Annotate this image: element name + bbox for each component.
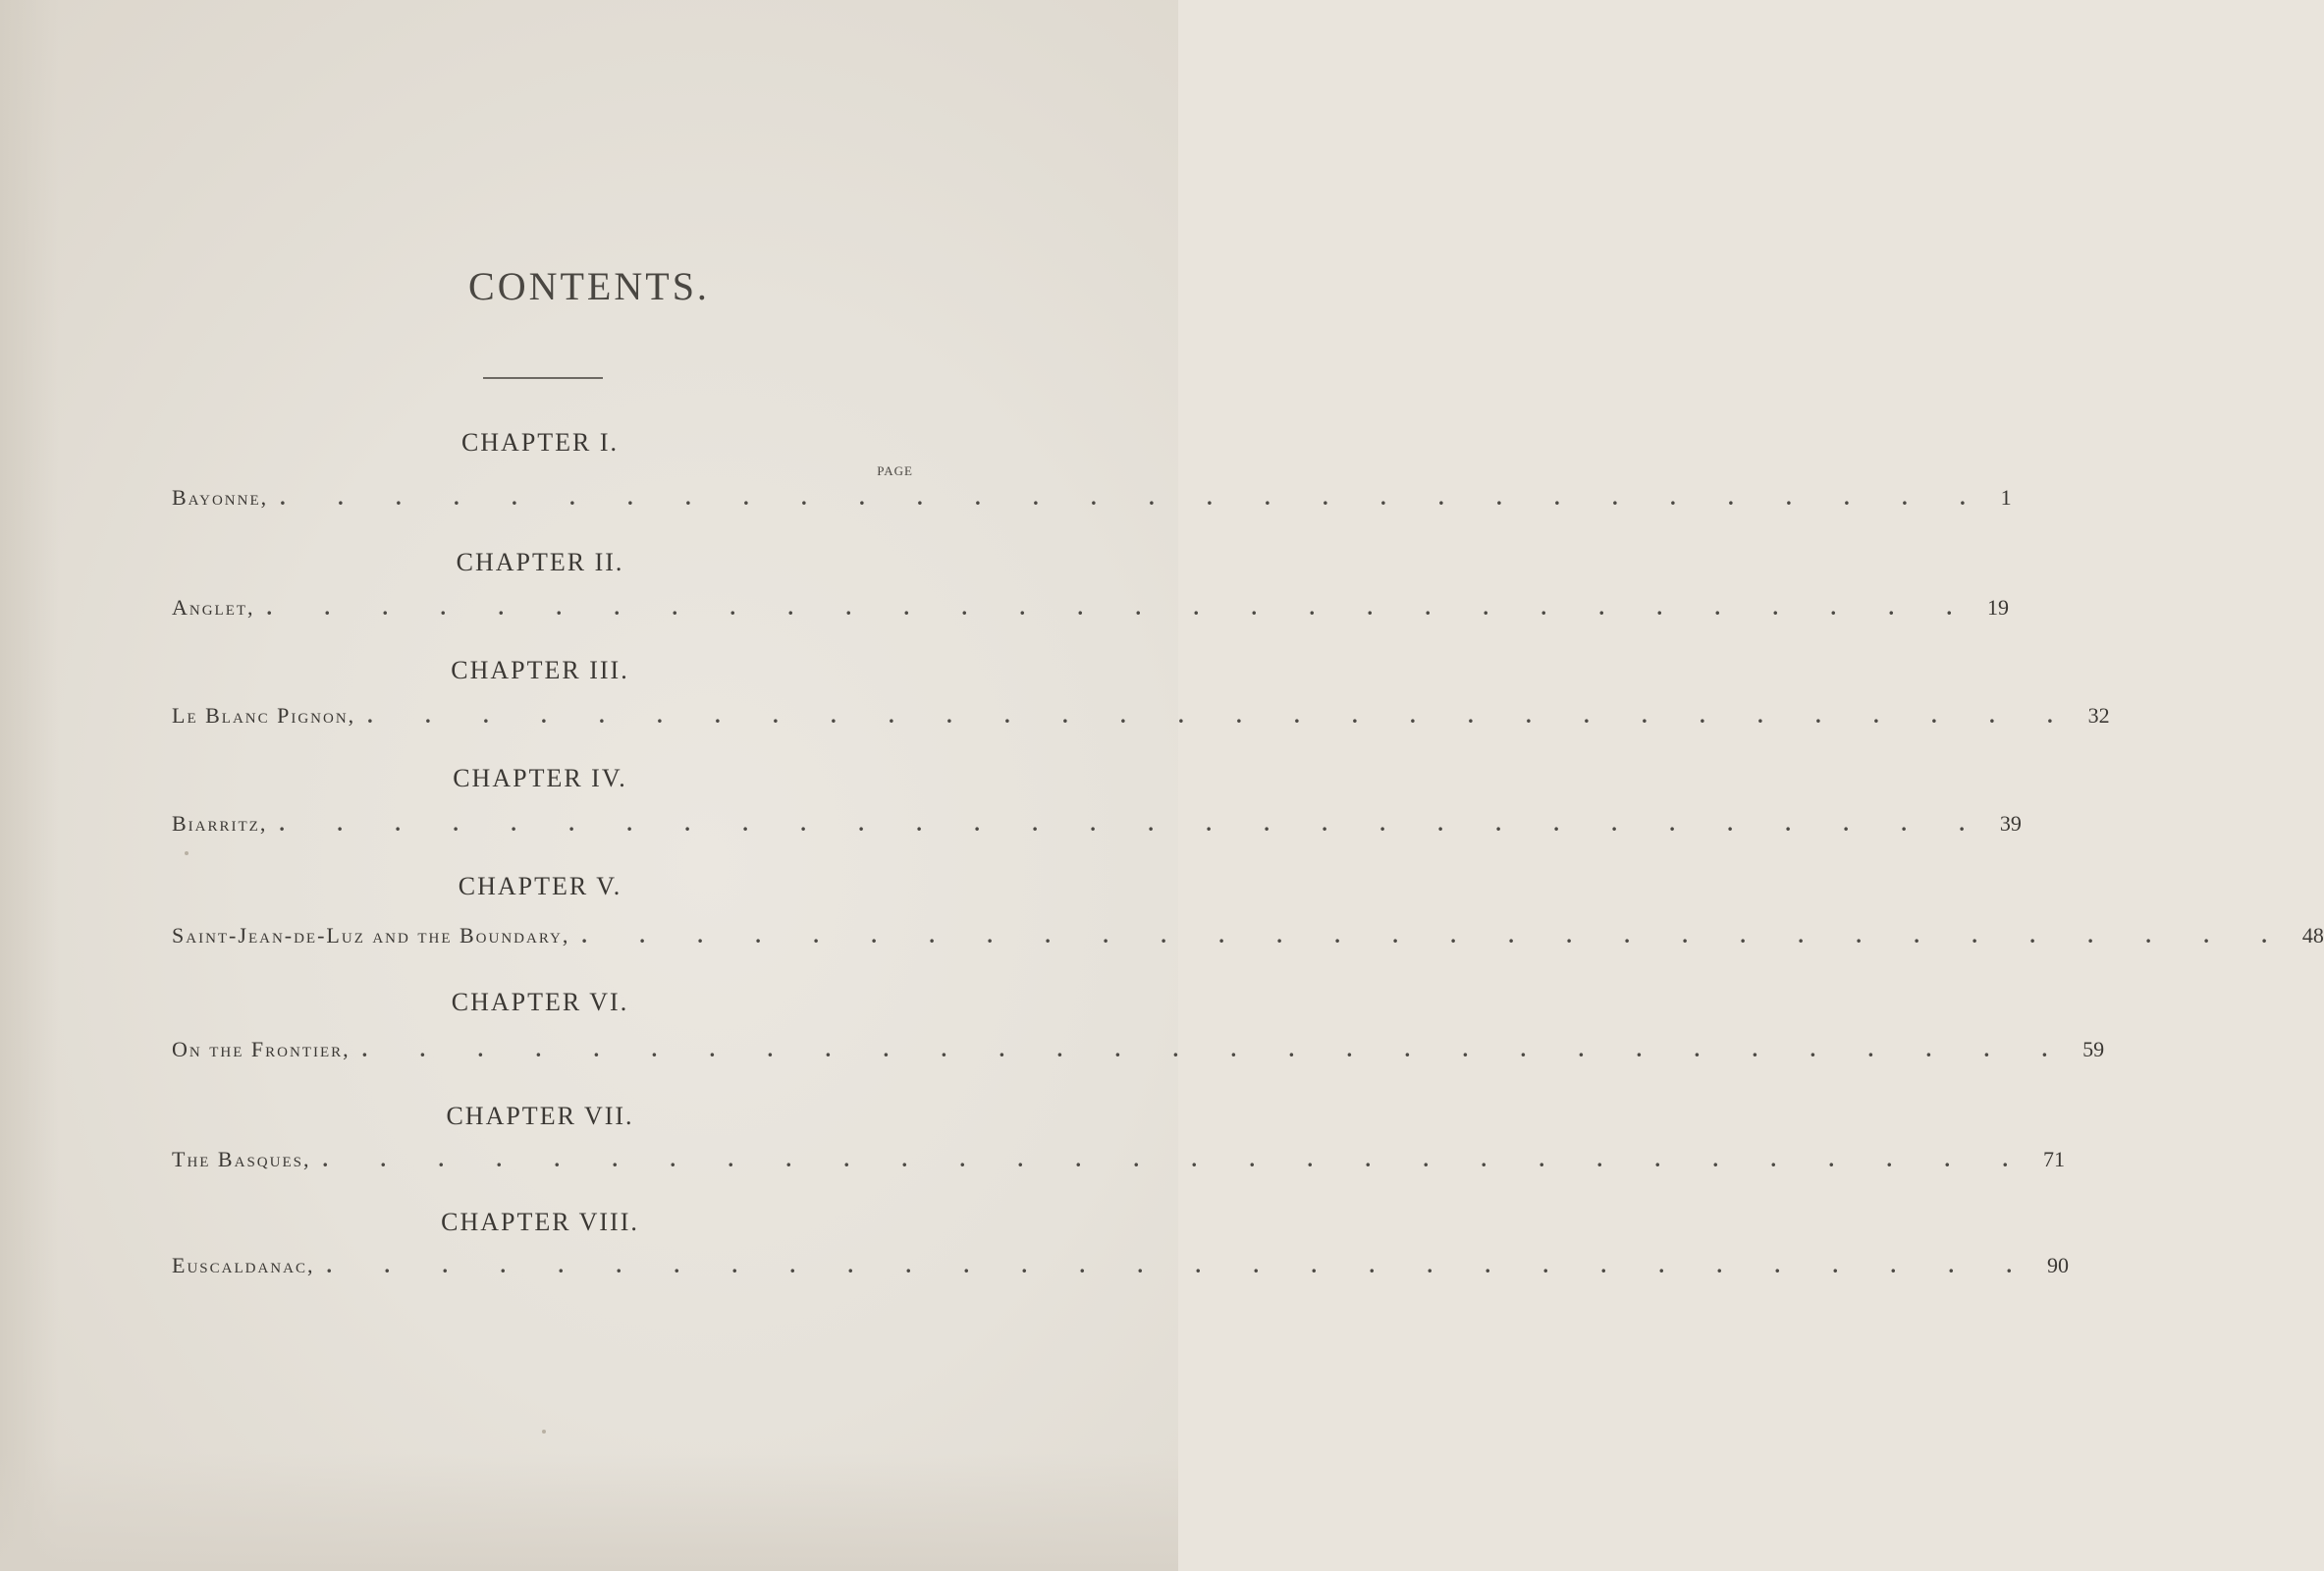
dot-leader: . . . . . . . . . . . . . . . . . . . . . . . . . . . . . . [280,485,1989,510]
paper-speck [542,1430,546,1434]
toc-entry-title: The Basques, [172,1147,311,1171]
toc-entry-2 [172,595,2010,621]
toc-entry-page: 19 [1987,595,2010,620]
chapter-heading-5: CHAPTER V. [458,872,622,900]
toc-entry-3 [172,703,2110,729]
dot-leader: . . . . . . . . . . . . . . . . . . . . . . . . . . . . . . [322,1147,2031,1171]
toc-entry-page: 1 [2000,485,2012,510]
toc-entry-6 [172,1037,2105,1062]
page-title: CONTENTS. [468,264,710,308]
toc-entry-5 [172,923,2324,948]
dot-leader: . . . . . . . . . . . . . . . . . . . . . . . . . . . . . . [581,923,2291,948]
toc-entry-title: On the Frontier, [172,1037,351,1061]
toc-entry-title: Saint-Jean-de-Luz and the Boundary, [172,923,570,948]
page-column-label: PAGE [877,463,913,478]
toc-entry-title: Anglet, [172,595,255,620]
chapter-heading-1: CHAPTER I. [460,428,620,457]
toc-entry-page: 39 [1999,811,2022,836]
toc-entry-page: 59 [2082,1037,2105,1061]
toc-entry-title: Euscaldanac, [172,1253,315,1277]
dot-leader: . . . . . . . . . . . . . . . . . . . . . . . . . . . . . . [266,595,1976,620]
chapter-heading-4: CHAPTER IV. [453,764,627,792]
chapter-heading-8: CHAPTER VIII. [441,1208,639,1236]
dot-leader: . . . . . . . . . . . . . . . . . . . . . . . . . . . . . . [326,1253,2035,1277]
chapter-heading-3: CHAPTER III. [451,656,629,684]
page-bottom-shadow [0,1453,1178,1571]
toc-entry-page: 48 [2301,923,2324,948]
toc-entry-page: 90 [2046,1253,2069,1277]
dot-leader: . . . . . . . . . . . . . . . . . . . . . . . . . . . . . . [367,703,2077,728]
toc-entry-7 [172,1147,2065,1172]
chapter-heading-2: CHAPTER II. [456,548,624,576]
toc-entry-4 [172,811,2022,837]
toc-entry-8 [172,1253,2069,1278]
chapter-heading-6: CHAPTER VI. [451,988,629,1016]
toc-entry-title: Bayonne, [172,485,269,510]
toc-entry-page: 32 [2087,703,2110,728]
paper-speck [185,851,189,855]
dot-leader: . . . . . . . . . . . . . . . . . . . . . . . . . . . . . . [279,811,1988,836]
title-rule [483,377,603,379]
toc-entry-page: 71 [2042,1147,2065,1171]
dot-leader: . . . . . . . . . . . . . . . . . . . . . . . . . . . . . . [361,1037,2072,1061]
chapter-heading-7: CHAPTER VII. [446,1102,634,1130]
toc-entry-1 [172,485,2012,511]
toc-entry-title: Le Blanc Pignon, [172,703,356,728]
toc-entry-title: Biarritz, [172,811,268,836]
